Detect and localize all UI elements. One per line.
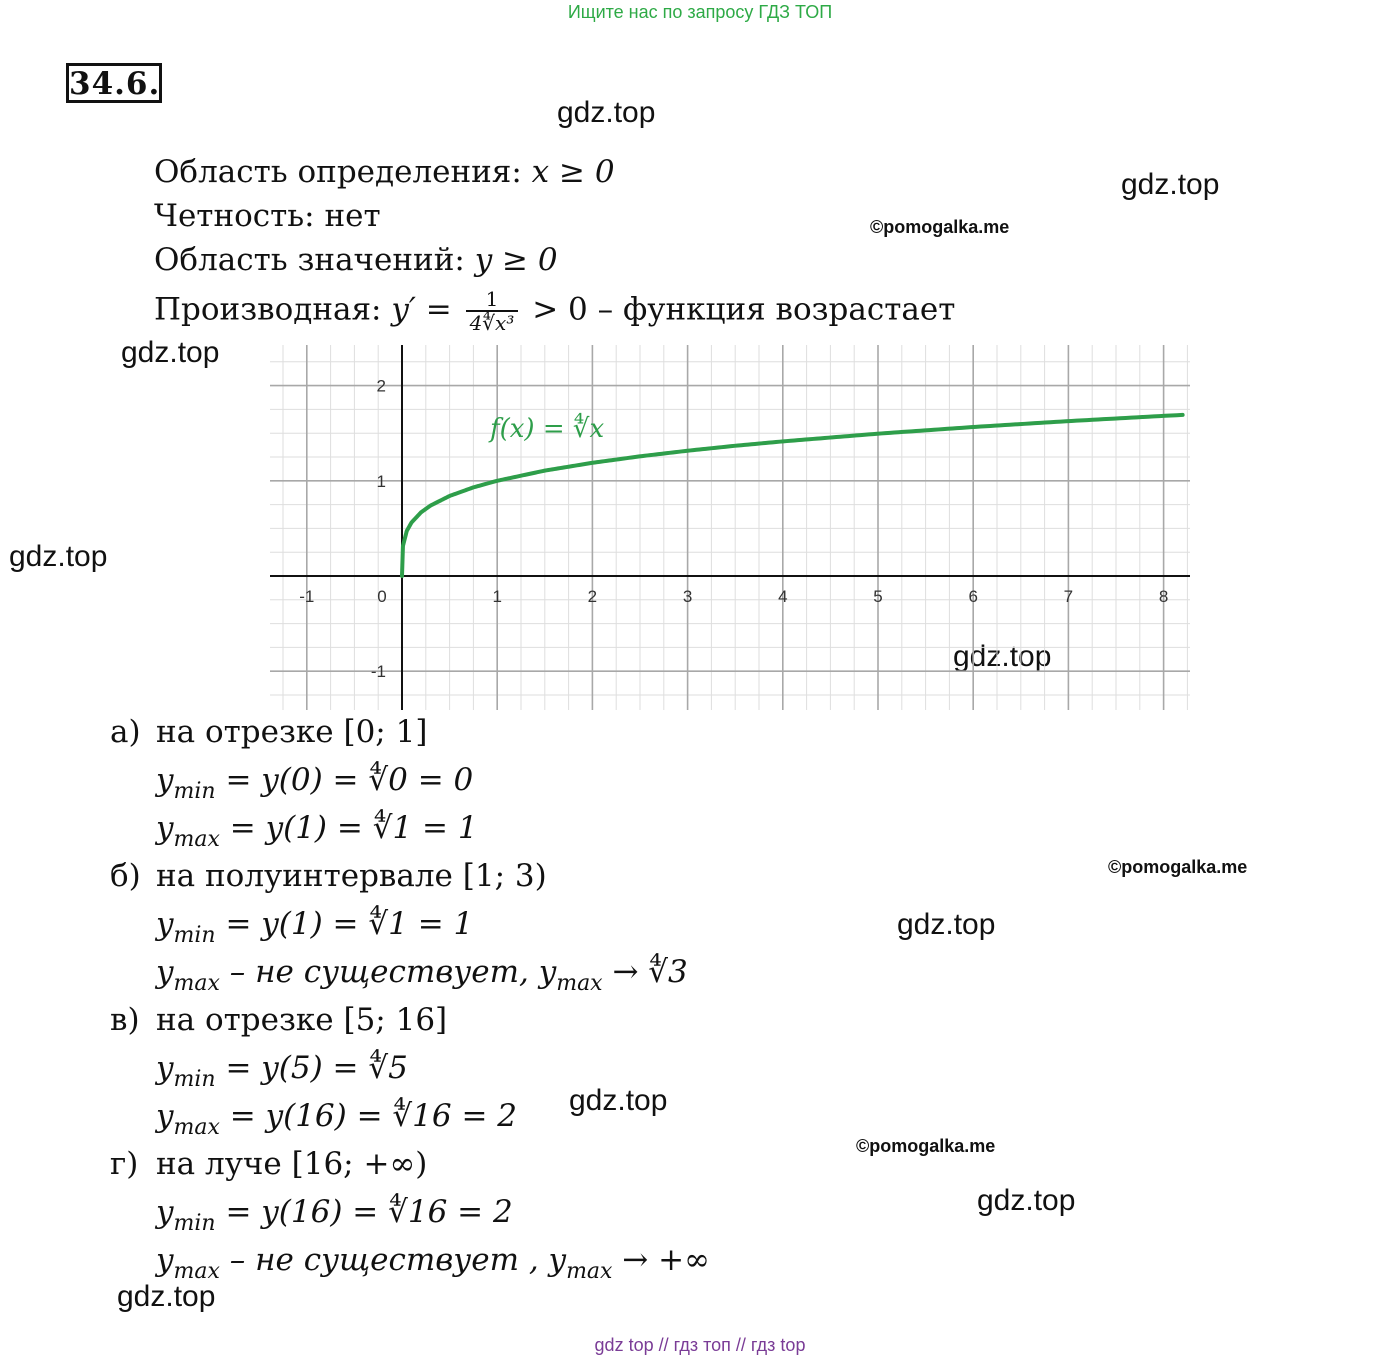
x-tick-label: 1 — [492, 587, 502, 606]
y-min-line: $y_{min} = y(0)$ = ∜0 = 0 — [156, 762, 474, 804]
derivative-fraction — [466, 288, 519, 334]
copyright-mark: ©pomogalka.me — [870, 217, 1010, 237]
y-tick-label: -1 — [370, 662, 386, 682]
range-line — [154, 240, 558, 280]
part-letter: в) — [110, 1002, 140, 1038]
x-tick-label: 5 — [873, 587, 883, 606]
watermark: gdz.top — [1121, 168, 1220, 201]
part-letter: а) — [110, 714, 141, 750]
part-letter: б) — [110, 858, 141, 894]
function-graph — [270, 345, 1190, 710]
x-tick-label: 4 — [778, 587, 788, 606]
y-max-line: $y_{max}$ – не существует , $y_{max}$ → +∞ — [156, 1242, 710, 1284]
derivative-numerator: 1 — [466, 288, 519, 312]
y-max-line: $y_{max}$ – не существует, $y_{max}$ → ∜3 — [156, 954, 688, 996]
x-tick-label: 0 — [377, 587, 387, 606]
part-letter: г) — [110, 1146, 139, 1182]
domain-line — [154, 152, 615, 192]
copyright-mark: ©pomogalka.me — [1108, 857, 1248, 877]
derivative-lhs: y′ = — [391, 291, 452, 328]
derivative-label: Производная: — [154, 291, 382, 328]
part-interval: на луче [16; +∞) — [156, 1146, 428, 1182]
x-tick-label: 8 — [1158, 587, 1169, 606]
derivative-rest: > 0 – функция возрастает — [532, 291, 956, 328]
x-tick-label: 3 — [682, 587, 693, 606]
part-heading — [110, 712, 427, 752]
watermark: gdz.top — [117, 1280, 216, 1313]
part-interval: на отрезке [5; 16] — [156, 1002, 448, 1038]
watermark: gdz.top — [557, 96, 656, 129]
range-label: Область значений: — [154, 242, 465, 278]
part-heading — [110, 1000, 447, 1040]
part-heading — [110, 856, 547, 896]
watermark: gdz.top — [897, 908, 996, 941]
footer-links: gdz top // гдз топ // гдз top — [594, 1335, 806, 1355]
parity-line — [154, 196, 381, 236]
watermark: gdz.top — [977, 1184, 1076, 1217]
watermark: gdz.top — [953, 640, 1052, 673]
domain-label: Область определения: — [154, 154, 522, 190]
watermark: gdz.top — [9, 540, 108, 573]
parity-label: Четность: — [154, 198, 315, 234]
y-min-line: $y_{min} = y(1)$ = ∜1 = 1 — [156, 906, 474, 948]
range-value: y ≥ 0 — [474, 242, 558, 278]
part-interval: на отрезке [0; 1] — [156, 714, 428, 750]
y-min-line: $y_{min} = y(5)$ = ∜5 — [156, 1050, 408, 1092]
x-tick-label: 7 — [1063, 587, 1074, 606]
parity-value: нет — [324, 198, 381, 234]
y-tick-label: 1 — [376, 471, 386, 491]
x-tick-label: -1 — [299, 587, 315, 606]
x-tick-label: 2 — [587, 587, 598, 606]
part-interval: на полуинтервале [1; 3) — [156, 858, 547, 894]
y-min-line: $y_{min} = y(16)$ = ∜16 = 2 — [156, 1194, 513, 1236]
watermark: gdz.top — [121, 336, 220, 369]
domain-value: x ≥ 0 — [531, 154, 615, 190]
y-max-line: $y_{max} = y(1)$ = ∜1 = 1 — [156, 810, 478, 852]
derivative-denominator: 4∜x³ — [469, 311, 515, 335]
top-banner: Ищите нас по запросу ГДЗ ТОП — [567, 2, 833, 22]
x-tick-label: 6 — [968, 587, 978, 606]
watermark: gdz.top — [569, 1084, 668, 1117]
y-max-line: $y_{max} = y(16)$ = ∜16 = 2 — [156, 1098, 518, 1140]
problem-number: 34.6. — [66, 63, 162, 103]
y-tick-label: 2 — [376, 376, 386, 396]
copyright-mark: ©pomogalka.me — [856, 1136, 996, 1156]
curve-label: f(x) = ∜x — [490, 414, 605, 444]
part-heading — [110, 1144, 427, 1184]
derivative-line — [154, 288, 955, 334]
